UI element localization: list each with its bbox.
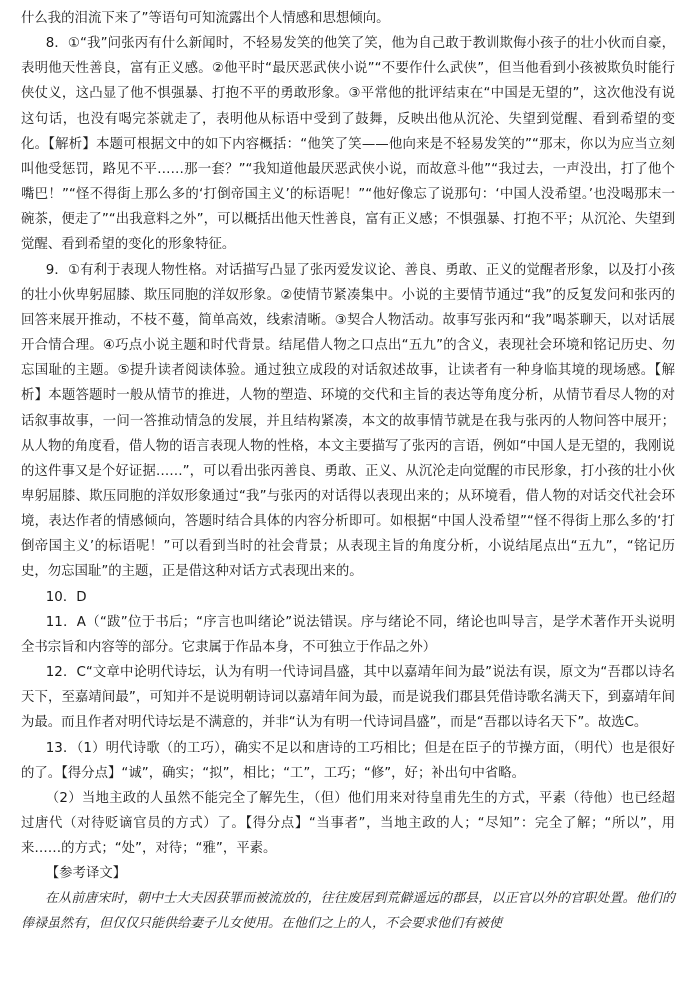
answer-12: 12．C“文章中论明代诗坛，认为有明一代诗词昌盛，其中以嘉靖年间为最”说法有误，原文为“吾郡以诗名天下，至嘉靖间最”，可知并不是说明朝诗词以嘉靖年间为最，而是说我们郡县凭借诗歌名满天下，到嘉靖年间为最。而且作者对明代诗坛是不满意的，并非“认为有明一代诗词昌盛”，而是“吾郡以诗名天下”。故选C。 [21,665,675,731]
reference-translation-text: 在从前唐宋时，朝中士大夫因获罪而被流放的，往往废居到荒僻遥远的郡县，以正官以外的官职处置。他们的俸禄虽然有，但仅仅只能供给妻子儿女使用。在他们之上的人，不会要求他们有被使 [21,891,675,932]
paragraph-continuation: 什么我的泪流下来了”等语句可知流露出个人情感和思想倾向。 [21,11,390,26]
answer-8: 8．①“我”问张丙有什么新闻时，不轻易发笑的他笑了笑，他为自己敢于教训欺侮小孩子的壮小伙而自豪，表明他天性善良，富有正义感。②他平时“最厌恶武侠小说”“不要作什么武侠”，但当他看到小孩被欺负时能行侠仗义，这凸显了他不惧强暴、打抱不平的勇敢形象。③平常他的批评结束在“中国是无望的”，这次他没有说这句话，也没有喝完茶就走了，表明他从标语中受到了鼓舞，反映出他从沉沦、失望到觉醒、看到希望的变化。【解析】本题可根据文中的如下内容概括：“他笑了笑——他向来是不轻易发笑的”“那末，你以为应当立刻叫他受惩罚，路见不平……那一套？”“我知道他最厌恶武侠小说，而故意斗他”“我过去，一声没出，打了他个嘴巴！”“怪不得街上那么多的‘打倒帝国主义’的标语呢！”“他好像忘了说那句：‘中国人没希望。’也没喝那末一碗茶，便走了”“出我意料之外”，可以概括出他天性善良，富有正义感；不惧强暴、打抱不平；从沉沦、失望到觉醒、看到希望的变化的形象特征。 [21,36,675,253]
reference-translation-heading: 【参考译文】 [45,866,127,882]
answer-10: 10．D [45,589,87,605]
answer-9: 9．①有利于表现人物性格。对话描写凸显了张丙爱发议论、善良、勇敢、正义的觉醒者形象，以及打小孩的壮小伙卑躬屈膝、欺压同胞的洋奴形象。②使情节紧凑集中。小说的主要情节通过“我”的反复发问和张丙的回答来展开推动，不枝不蔓，简单高效，线索清晰。③契合人物活动。故事写张丙和“我”喝茶聊天，以对话展开合情合理。④巧点小说主题和时代背景。结尾借人物之口点出“五九”的含义，表现社会环境和铭记历史、勿忘国耻的主题。⑤提升读者阅读体验。通过独立成段的对话叙述故事，让读者有一种身临其境的现场感。【解析】本题答题时一般从情节的推进，人物的塑造、环境的交代和主旨的表达等角度分析，从情节看尽人物的对话叙事故事，一问一答推动情急的发展，并且结构紧凑，本文的故事情节就是在我与张丙的人物问答中展开；从人物的角度看，借人物的语言表现人物的性格，本文主要描写了张丙的言语，例如“中国人是无望的，我刚说的这件事又是个好证据……”，可以看出张丙善良、勇敢、正义、从沉沦走向觉醒的市民形象，打小孩的壮小伙卑躬屈膝、欺压同胞的洋奴形象通过“我”与张丙的对话得以表现出来的；从环境看，借人物的对话交代社会环境，表达作者的情感倾向，答题时结合具体的内容分析即可。如根据“中国人没希望”“怪不得街上那么多的‘打倒帝国主义’的标语呢！”可以看到当时的社会背景；从表现主旨的角度分析，小说结尾点出“五九”，“铭记历史，勿忘国耻”的主题，正是借这种对话方式表现出来的。 [21,262,675,580]
answer-13-1: 13．（1）明代诗歌（的工巧），确实不足以和唐诗的工巧相比；但是在臣子的节操方面，（明代）也是很好的了。【得分点】“诚”，确实；“拟”，相比；“工”，工巧；“修”，好；补出句中省略。 [21,740,675,781]
answer-11: 11．A（“跋”位于书后；“序言也叫绪论”说法错误。序与绪论不同，绪论也叫导言，是学术著作开头说明全书宗旨和内容等的部分。它隶属于作品本身，不可独立于作品之外） [21,614,675,655]
answer-13-2: （2）当地主政的人虽然不能完全了解先生，（但）他们用来对待皇甫先生的方式，平素（待他）也已经超过唐代（对待贬谪官员的方式）了。【得分点】“当事者”，当地主政的人；“尽知”：完全了解；“所以”，用来……的方式；“处”，对待；“雅”，平素。 [21,790,675,857]
